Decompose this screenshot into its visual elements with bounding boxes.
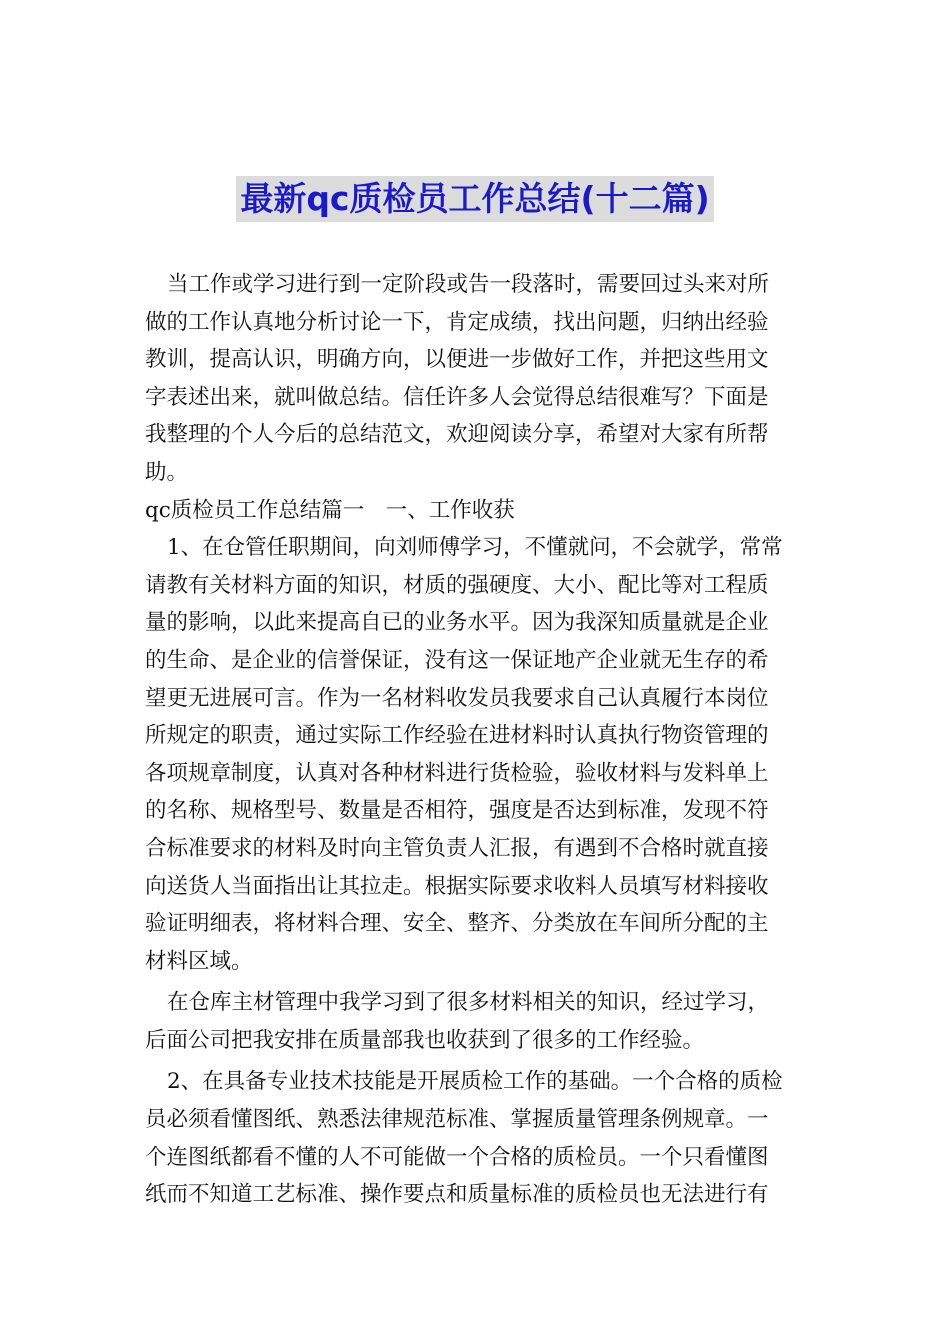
document-body	[145, 266, 810, 1214]
paragraph-line: 量的影响，以此来提高自已的业务水平。因为我深知质量就是企业	[145, 610, 769, 636]
paragraph-line: 在仓库主材管理中我学习到了很多材料相关的知识，经过学习，	[167, 990, 770, 1016]
paragraph-line: 的生命、是企业的信誉保证，没有这一保证地产企业就无生存的希	[145, 647, 769, 673]
paragraph-line: 2、在具备专业技术技能是开展质检工作的基础。一个合格的质检	[167, 1069, 783, 1095]
paragraph-line: 助。	[145, 459, 189, 485]
paragraph-line: 材料区域。	[145, 948, 253, 974]
paragraph-line: 字表述出来，就叫做总结。信任许多人会觉得总结很难写？下面是	[145, 384, 769, 410]
paragraph-line: 所规定的职责，通过实际工作经验在进材料时认真执行物资管理的	[145, 723, 769, 749]
paragraph-line: 1、在仓管任职期间，向刘师傅学习，不懂就问，不会就学，常常	[167, 535, 783, 561]
paragraph-line: 员必须看懂图纸、熟悉法律规范标准、掌握质量管理条例规章。一	[145, 1107, 769, 1133]
paragraph-line: 的名称、规格型号、数量是否相符，强度是否达到标准，发现不符	[145, 798, 769, 824]
paragraph-line: 教训，提高认识，明确方向，以便进一步做好工作，并把这些用文	[145, 347, 769, 373]
paragraph-line: 纸而不知道工艺标准、操作要点和质量标准的质检员也无法进行有	[145, 1182, 769, 1208]
paragraph-line: 合标准要求的材料及时向主管负责人汇报，有遇到不合格时就直接	[145, 835, 769, 861]
paragraph-line: 当工作或学习进行到一定阶段或告一段落时，需要回过头来对所	[167, 272, 770, 297]
paragraph-line: 各项规章制度，认真对各种材料进行货检验，验收材料与发料单上	[145, 760, 769, 786]
document-title: 最新qc质检员工作总结(十二篇)	[236, 176, 713, 222]
paragraph-line: 个连图纸都看不懂的人不可能做一个合格的质检员。一个只看懂图	[145, 1144, 769, 1170]
paragraph-line: 验证明细表，将材料合理、安全、整齐、分类放在车间所分配的主	[145, 911, 769, 937]
section-heading: qc质检员工作总结篇一 一、工作收获	[145, 497, 515, 523]
paragraph-line: 望更无进展可言。作为一名材料收发员我要求自己认真履行本岗位	[145, 685, 769, 711]
paragraph-line: 向送货人当面指出让其拉走。根据实际要求收料人员填写材料接收	[145, 873, 769, 899]
paragraph-line: 后面公司把我安排在质量部我也收获到了很多的工作经验。	[145, 1027, 705, 1053]
title-container	[0, 176, 950, 222]
paragraph-line: 请教有关材料方面的知识，材质的强硬度、大小、配比等对工程质	[145, 572, 769, 598]
paragraph-line: 做的工作认真地分析讨论一下，肯定成绩，找出问题，归纳出经验	[145, 309, 769, 335]
paragraph-line: 我整理的个人今后的总结范文，欢迎阅读分享，希望对大家有所帮	[145, 422, 769, 448]
